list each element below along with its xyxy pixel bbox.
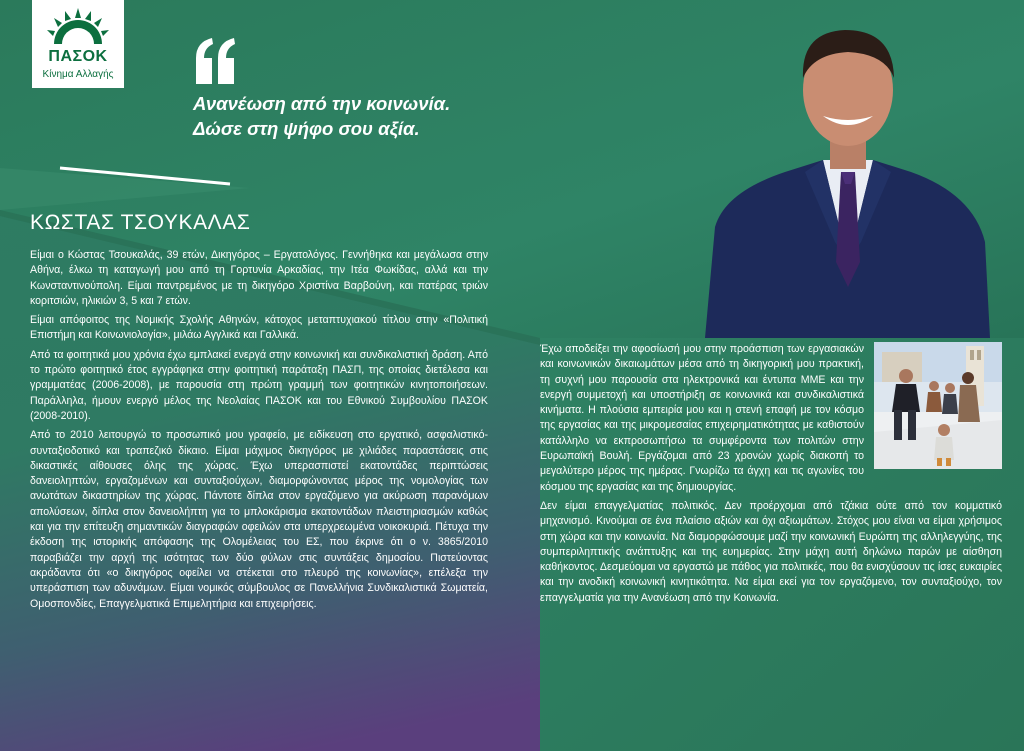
bio-paragraph: Έχω αποδείξει την αφοσίωσή μου στην προάσπιση των εργασιακών και κοινωνικών δικαιωμάτων μέσα από τη δικηγορική μου πρακτική, τη συχνή μου παρουσία στα ηλεκτρονικά και έντυπα ΜΜΕ και την ενεργή συμμετοχή και υποστήριξη σε κοινωνικά και συνδικαλιστικά κινήματα. Η πλούσια εμπειρία μου και η στενή επαφή με τον κόσμο της εργασίας και της μικρομεσαίας επιχειρηματικότητας με καθιστούν κατάλληλο να εκπροσωπήσω τα συμφέροντα των πολιτών στην Ευρωπαϊκή Βουλή. Εργάζομαι από 23 χρονών χωρίς διακοπή το μεγαλύτερο μέρος της ημέρας. Γνωρίζω τα άγχη και τις αγωνίες του κόσμου της εργασίας και της δημιουργίας. [540, 343, 864, 493]
bio-right-column [540, 342, 1002, 610]
candidate-portrait [705, 12, 990, 338]
bio-paragraph: Από τα φοιτητικά μου χρόνια έχω εμπλακεί ενεργά στην κοινωνική και συνδικαλιστική δράση. Από το πρώτο φοιτητικό έτος εγγράφηκα στην φοιτητική παράταξη ΠΑΣΠ, της οποίας διετέλεσα και γραμματέας (2006-2008), με παρουσία στη πρώτη γραμμή των φοιτητικών κινητοποιήσεων. Παράλληλα, ήμουν ενεργό μέλος της Νεολαίας ΠΑΣΟΚ και του Εθνικού Συμβουλίου ΠΑΣΟΚ (2008-2010). [30, 348, 488, 422]
quote-icon [194, 36, 238, 86]
bio-paragraph: Δεν είμαι επαγγελματίας πολιτικός. Δεν προέρχομαι από τζάκια ούτε από τον κομματικό μηχανισμό. Κινούμαι σε ένα πλαίσιο αξιών και όχι αξιωμάτων. Στόχος μου είναι να είμαι χρήσιμος στη χώρα και την κοινωνία. Να διαμορφώσουμε μαζί την κοινωνική Ευρώπη της αλληλεγγύης, της συμπεριληπτικής ανάπτυξης και της ευημερίας. Στην μάχη αυτή δηλώνω παρών με αίσθηση καθήκοντος. Δεσμεύομαι να εργαστώ με πάθος για πολιτικές, που θα ενισχύσουν τις ίσες ευκαιρίες και την ανοδική κοινωνική κινητικότητα. Να είμαι εκεί για τον εργαζόμενο, τον συνταξιούχο, τον επαγγελματία για την Ανανέωση από την Κοινωνία. [540, 499, 1002, 604]
family-photo [874, 342, 1002, 469]
bio-paragraph: Είμαι απόφοιτος της Νομικής Σχολής Αθηνών, κάτοχος μεταπτυχιακού τίτλου στην «Πολιτική Επιστήμη και Κοινωνιολογία», μιλάω Αγγλικά και Γαλλικά. [30, 314, 488, 342]
bio-paragraph: Είμαι ο Κώστας Τσουκαλάς, 39 ετών, Δικηγόρος – Εργατολόγος. Γεννήθηκα και μεγάλωσα στην Αθήνα, έλκω τη καταγωγή μου από τη Γορτυνία Αρκαδίας, την Ιτέα Φωκίδας, αλλά και την Κωνσταντινούπολη. Είμαι παντρεμένος με τη δικηγόρο Χριστίνα Βαρβούνη, και πατέρας τριών κοριτσιών, ηλικιών 3, 5 και 7 ετών. [30, 249, 488, 307]
candidate-name: ΚΩΣΤΑΣ ΤΣΟΥΚΑΛΑΣ [30, 211, 251, 234]
pasok-logo [32, 0, 124, 88]
slogan-line-2: Δώσε στη ψήφο σου αξία. [193, 118, 420, 139]
logo-tagline: Κίνημα Αλλαγής [42, 69, 114, 80]
campaign-slogan [193, 91, 553, 141]
bio-left-column [30, 248, 488, 616]
sun-emblem-icon [32, 0, 124, 48]
bio-paragraph: Από το 2010 λειτουργώ το προσωπικό μου γραφείο, με ειδίκευση στο εργατικό, ασφαλιστικό-συνταξιοδοτικό και τραπεζικό δίκαιο. Είμαι μάχιμος δικηγόρος με χιλιάδες παραστάσεις στις δικαστικές αίθουσες όλης της χώρας. Έχω υπερασπιστεί εκατοντάδες περιπτώσεις δανειοληπτών, εργαζομένων και συνταξιούχων, διαμορφώνοντας μέρος της νομολογίας των ανωτάτων δικαστηρίων της χώρας. Πάντοτε δίπλα στον εργαζόμενο για ακύρωση παρανόμων απολύσεων, δίπλα στον δανειολήπτη για το μπλοκάρισμα εκατοντάδων πλειστηριασμών καθώς και για την επίτευξη σημαντικών διαγραφών οφειλών στα υπερχρεωμένα νοικοκυριά. Πέτυχα την έκδοση της ιστορικής απόφασης της Ολομέλειας του ΕΣ, που έκρινε ότι ο ν. 3865/2010 παραβιάζει την αρχή της ισότητας των δύο φύλων στις συντάξεις δημοσίου. Πιστεύοντας ακράδαντα ότι «ο δικηγόρος οφείλει να στέκεται στο πλευρό της κοινωνίας», επέλεξα την υπεράσπιση των αδυνάμων. Είμαι νομικός σύμβουλος σε Πανελλήνια Συνδικαλιστικά Σωματεία, Ομοσπονδίες, Επαγγελματικά Επιμελητήρια και επιχειρήσεις. [30, 429, 488, 610]
slogan-line-1: Ανανέωση από την κοινωνία. [193, 93, 451, 114]
logo-wordmark: ΠΑΣΟΚ [48, 48, 108, 65]
